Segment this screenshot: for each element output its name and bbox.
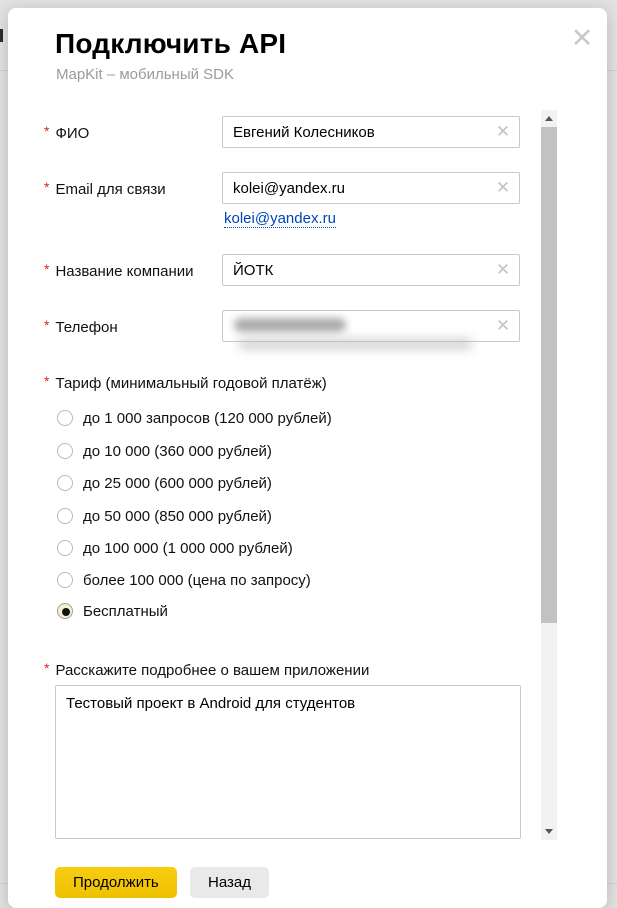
- email-clear-icon[interactable]: ✕: [495, 178, 511, 197]
- radio-icon: [57, 475, 73, 491]
- required-marker: *: [44, 179, 50, 195]
- email-label: * Email для связи: [44, 179, 166, 198]
- fio-input[interactable]: [222, 116, 520, 148]
- tariff-option-2[interactable]: до 10 000 (360 000 рублей): [57, 441, 272, 461]
- scrollbar-thumb[interactable]: [541, 127, 557, 623]
- tariff-option-4[interactable]: до 50 000 (850 000 рублей): [57, 506, 272, 526]
- required-marker: *: [44, 373, 50, 389]
- continue-button[interactable]: Продолжить: [55, 867, 177, 898]
- radio-icon: [57, 540, 73, 556]
- scrollbar[interactable]: [541, 110, 557, 840]
- phone-clear-icon[interactable]: ✕: [495, 316, 511, 335]
- modal-title: Подключить API: [55, 28, 287, 59]
- tariff-option-1[interactable]: до 1 000 запросов (120 000 рублей): [57, 408, 332, 428]
- fio-clear-icon[interactable]: ✕: [495, 122, 511, 141]
- tariff-option-7-selected[interactable]: Бесплатный: [57, 601, 168, 621]
- radio-icon: [57, 572, 73, 588]
- tariff-label: * Тариф (минимальный годовой платёж): [44, 373, 327, 392]
- modal-subtitle: MapKit – мобильный SDK: [56, 66, 235, 83]
- tariff-option-6[interactable]: более 100 000 (цена по запросу): [57, 570, 311, 590]
- radio-icon: [57, 443, 73, 459]
- phone-label: * Телефон: [44, 317, 118, 336]
- radio-checked-icon: [57, 603, 73, 619]
- connect-api-modal: [8, 8, 607, 908]
- scrollbar-up-icon[interactable]: [541, 110, 557, 127]
- required-marker: *: [44, 123, 50, 139]
- tariff-option-3[interactable]: до 25 000 (600 000 рублей): [57, 473, 272, 493]
- phone-redacted-blur-smear: [238, 338, 473, 350]
- required-marker: *: [44, 660, 50, 676]
- tariff-option-5[interactable]: до 100 000 (1 000 000 рублей): [57, 538, 293, 558]
- phone-redacted-blur: [234, 318, 346, 332]
- required-marker: *: [44, 261, 50, 277]
- radio-icon: [57, 508, 73, 524]
- back-button[interactable]: Назад: [190, 867, 269, 898]
- radio-icon: [57, 410, 73, 426]
- company-label: * Название компании: [44, 261, 194, 280]
- email-suggestion-link[interactable]: kolei@yandex.ru: [224, 210, 336, 227]
- required-marker: *: [44, 317, 50, 333]
- close-icon[interactable]: ✕: [570, 23, 594, 53]
- app-description-label: * Расскажите подробнее о вашем приложении: [44, 660, 370, 679]
- fio-label: * ФИО: [44, 123, 90, 142]
- background-clipped-text: [0, 29, 3, 42]
- app-description-textarea[interactable]: [55, 685, 521, 839]
- scrollbar-down-icon[interactable]: [541, 823, 557, 840]
- company-clear-icon[interactable]: ✕: [495, 260, 511, 279]
- email-input[interactable]: [222, 172, 520, 204]
- company-input[interactable]: [222, 254, 520, 286]
